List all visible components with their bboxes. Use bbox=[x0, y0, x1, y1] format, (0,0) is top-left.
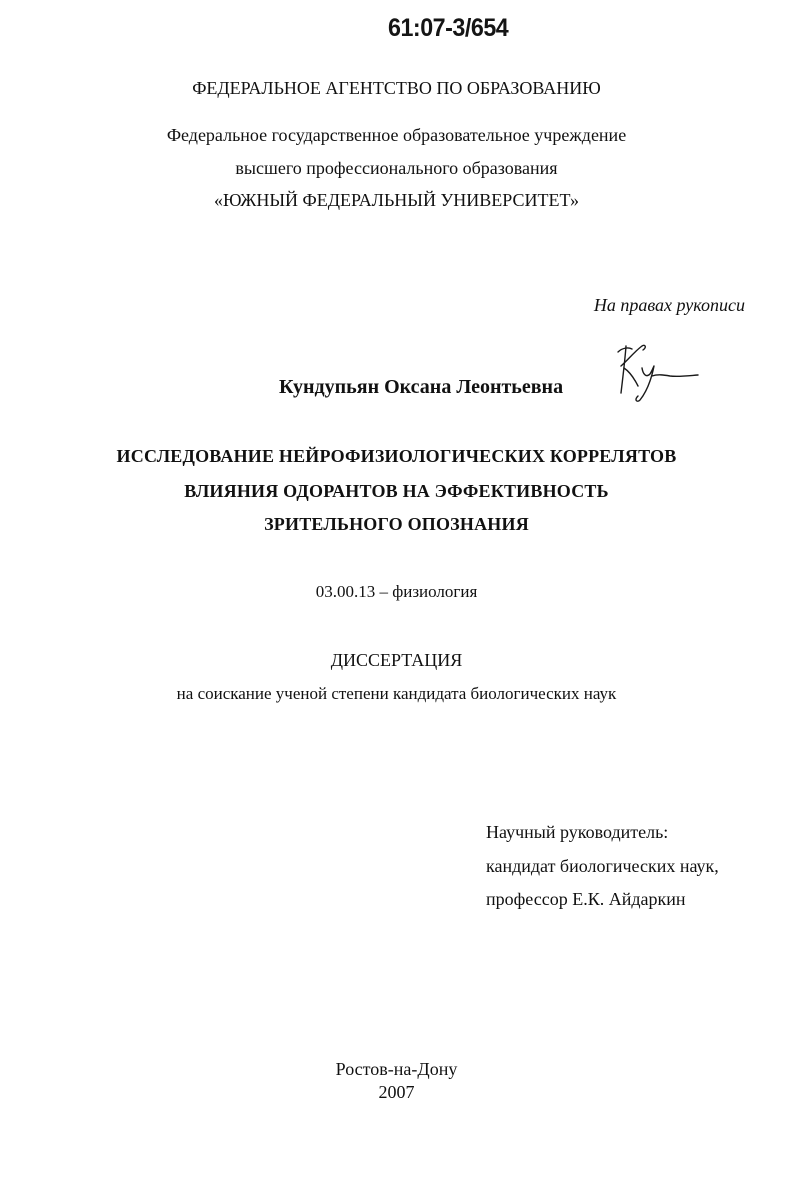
organization-line-2: высшего профессионального образования bbox=[235, 158, 558, 178]
dissertation-heading: ДИССЕРТАЦИЯ bbox=[330, 650, 463, 670]
supervisor-degree: кандидат биологических наук, bbox=[486, 856, 719, 876]
specialty-code: 03.00.13 – физиология bbox=[315, 582, 478, 601]
supervisor-name: профессор Е.К. Айдаркин bbox=[486, 889, 686, 909]
title-line-1: ИССЛЕДОВАНИЕ НЕЙРОФИЗИОЛОГИЧЕСКИХ КОРРЕЛЯТОВ bbox=[116, 446, 677, 466]
year: 2007 bbox=[378, 1082, 415, 1102]
supervisor-label: Научный руководитель: bbox=[486, 822, 669, 842]
manuscript-rights-note: На правах рукописи bbox=[593, 295, 745, 315]
title-line-3: ЗРИТЕЛЬНОГО ОПОЗНАНИЯ bbox=[264, 514, 529, 534]
archive-stamp-code: 61:07-3/654 bbox=[388, 14, 509, 42]
city: Ростов-на-Дону bbox=[335, 1059, 458, 1079]
agency-heading: ФЕДЕРАЛЬНОЕ АГЕНТСТВО ПО ОБРАЗОВАНИЮ bbox=[192, 78, 601, 98]
handwritten-signature bbox=[612, 338, 702, 413]
author-name: Кундупьян Оксана Леонтьевна bbox=[279, 376, 564, 398]
university-name: «ЮЖНЫЙ ФЕДЕРАЛЬНЫЙ УНИВЕРСИТЕТ» bbox=[213, 190, 579, 210]
organization-line-1: Федеральное государственное образовательное учреждение bbox=[166, 125, 627, 145]
dissertation-degree-line: на соискание ученой степени кандидата биологических наук bbox=[176, 684, 617, 703]
title-line-2: ВЛИЯНИЯ ОДОРАНТОВ НА ЭФФЕКТИВНОСТЬ bbox=[184, 481, 609, 501]
